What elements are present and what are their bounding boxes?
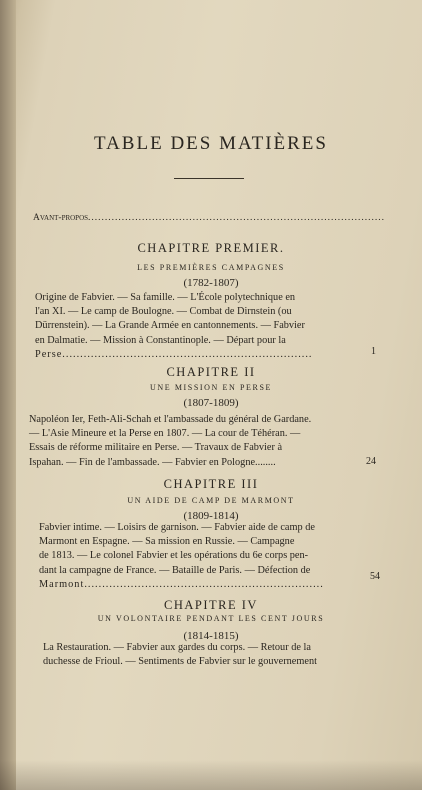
avant-propos-entry xyxy=(33,213,396,223)
page-title: TABLE DES MATIÈRES xyxy=(94,133,328,154)
summary-line: l'an XI. — Le camp de Boulogne. — Combat de Dirnstein (ou xyxy=(35,306,292,318)
summary-line: Napoléon Ier, Feth-Ali-Schah et l'ambassade du général de Gardane. xyxy=(29,414,312,425)
chapter-1-subtitle: LES PREMIÈRES CAMPAGNES xyxy=(137,263,285,272)
chapter-1-dates: (1782-1807) xyxy=(183,277,239,289)
leader-dots: ........................................................................................ xyxy=(88,213,386,223)
summary-line: Dürrenstein). — La Grande Armée en cantonnements. — Fabvier xyxy=(35,320,305,332)
chapter-4-heading: CHAPITRE IV xyxy=(164,598,258,612)
chapter-1-heading: CHAPITRE PREMIER. xyxy=(137,241,285,255)
chapter-3-heading: CHAPITRE III xyxy=(163,477,259,491)
chapter-4-dates: (1814-1815) xyxy=(183,630,239,642)
summary-line: Fabvier intime. — Loisirs de garnison. — Fabvier aide de camp de xyxy=(39,522,315,533)
chapter-3-page: 54 xyxy=(370,571,380,582)
summary-line: dant la campagne de France. — Bataille de Paris. — Défection de xyxy=(39,564,311,576)
chapter-3-dates: (1809-1814) xyxy=(183,510,239,522)
title-rule xyxy=(174,178,244,179)
summary-line: Ispahan. — Fin de l'ambassade. — Fabvier en Pologne........ xyxy=(29,456,276,468)
chapter-2-summary xyxy=(29,413,362,470)
chapter-2-heading: CHAPITRE II xyxy=(166,365,256,379)
summary-line: Origine de Fabvier. — Sa famille. — L'École polytechnique en xyxy=(35,292,296,303)
summary-line: — L'Asie Mineure et la Perse en 1807. — La cour de Téhéran. — xyxy=(29,428,301,440)
summary-line: La Restauration. — Fabvier aux gardes du corps. — Retour de la xyxy=(43,642,311,653)
summary-line: Essais de réforme militaire en Perse. — Travaux de Fabvier à xyxy=(29,442,283,454)
chapter-3-summary xyxy=(39,521,371,592)
summary-line: Perse...................................................................... xyxy=(35,348,313,360)
book-gutter xyxy=(0,0,16,790)
summary-line: Marmont en Espagne. — Sa mission en Russie. — Campagne xyxy=(39,536,295,548)
chapter-3-subtitle: UN AIDE DE CAMP DE MARMONT xyxy=(127,496,295,505)
chapter-2-page: 24 xyxy=(366,456,376,467)
page-shadow xyxy=(0,760,422,790)
chapter-2-subtitle: UNE MISSION EN PERSE xyxy=(149,383,272,392)
chapter-4-summary xyxy=(43,641,373,669)
chapter-1-page: 1 xyxy=(371,346,376,357)
chapter-2-dates: (1807-1809) xyxy=(183,397,239,409)
summary-line: de 1813. — Le colonel Fabvier et les opérations du 6e corps pen- xyxy=(39,550,309,562)
chapter-4-subtitle: UN VOLONTAIRE PENDANT LES CENT JOURS xyxy=(97,614,325,623)
avant-propos-label: Avant-propos xyxy=(33,213,89,223)
summary-line: duchesse de Frioul. — Sentiments de Fabvier sur le gouvernement xyxy=(43,656,317,668)
chapter-1-summary xyxy=(35,291,370,362)
summary-line: Marmont................................................................... xyxy=(39,578,324,590)
summary-line: en Dalmatie. — Mission à Constantinople. — Départ pour la xyxy=(35,334,286,346)
